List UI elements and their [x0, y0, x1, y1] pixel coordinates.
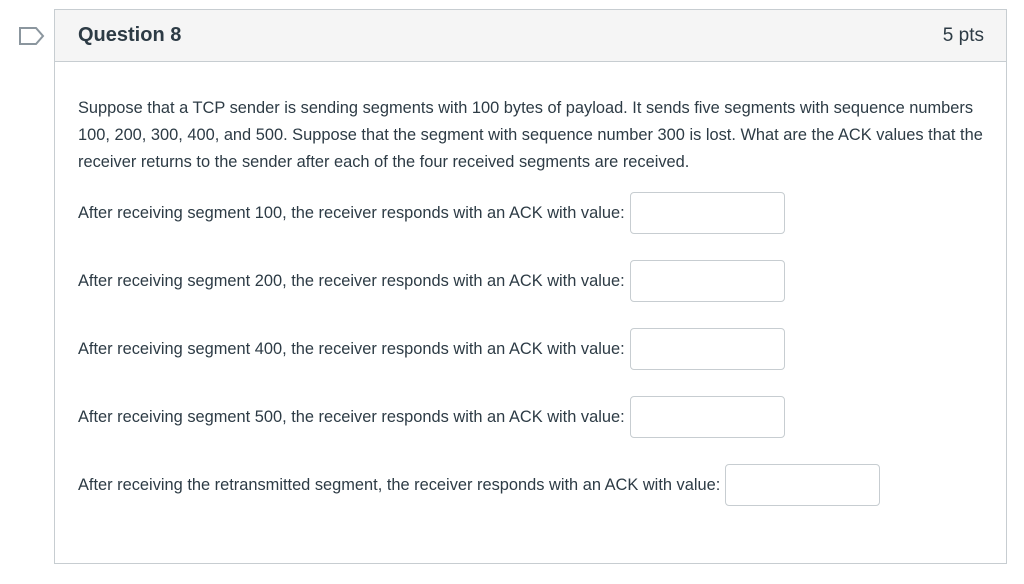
question-header [55, 10, 1006, 62]
question-points: 5 pts [942, 24, 984, 46]
answer-row-2 [78, 260, 983, 302]
question-title: Question 8 [78, 24, 182, 46]
answer-input-3[interactable] [630, 328, 785, 370]
answer-label-2: After receiving segment 200, the receiver responds with an ACK with value: [78, 271, 625, 290]
answer-row-4 [78, 396, 983, 438]
answer-label-1: After receiving segment 100, the receiver responds with an ACK with value: [78, 203, 625, 222]
answer-label-4: After receiving segment 500, the receiver responds with an ACK with value: [78, 407, 625, 426]
question-text: Suppose that a TCP sender is sending segments with 100 bytes of payload. It sends five segments with sequence numbers 100, 200, 300, 400, and 500. Suppose that the segment with sequence number 300 is lost. What are the ACK values that the receiver returns to the sender after each of the four received segments are received. [78, 99, 983, 171]
answer-label-5: After receiving the retransmitted segment, the receiver responds with an ACK with value: [78, 475, 721, 494]
answer-input-5[interactable] [725, 464, 880, 506]
answer-input-1[interactable] [630, 192, 785, 234]
answer-row-1 [78, 192, 983, 234]
answer-input-4[interactable] [630, 396, 785, 438]
flag-question-icon[interactable] [18, 26, 46, 46]
answer-input-2[interactable] [630, 260, 785, 302]
question-body [55, 62, 1006, 506]
answer-row-5 [78, 464, 983, 506]
answer-label-3: After receiving segment 400, the receiver responds with an ACK with value: [78, 339, 625, 358]
answer-row-3 [78, 328, 983, 370]
question-card [54, 9, 1007, 564]
